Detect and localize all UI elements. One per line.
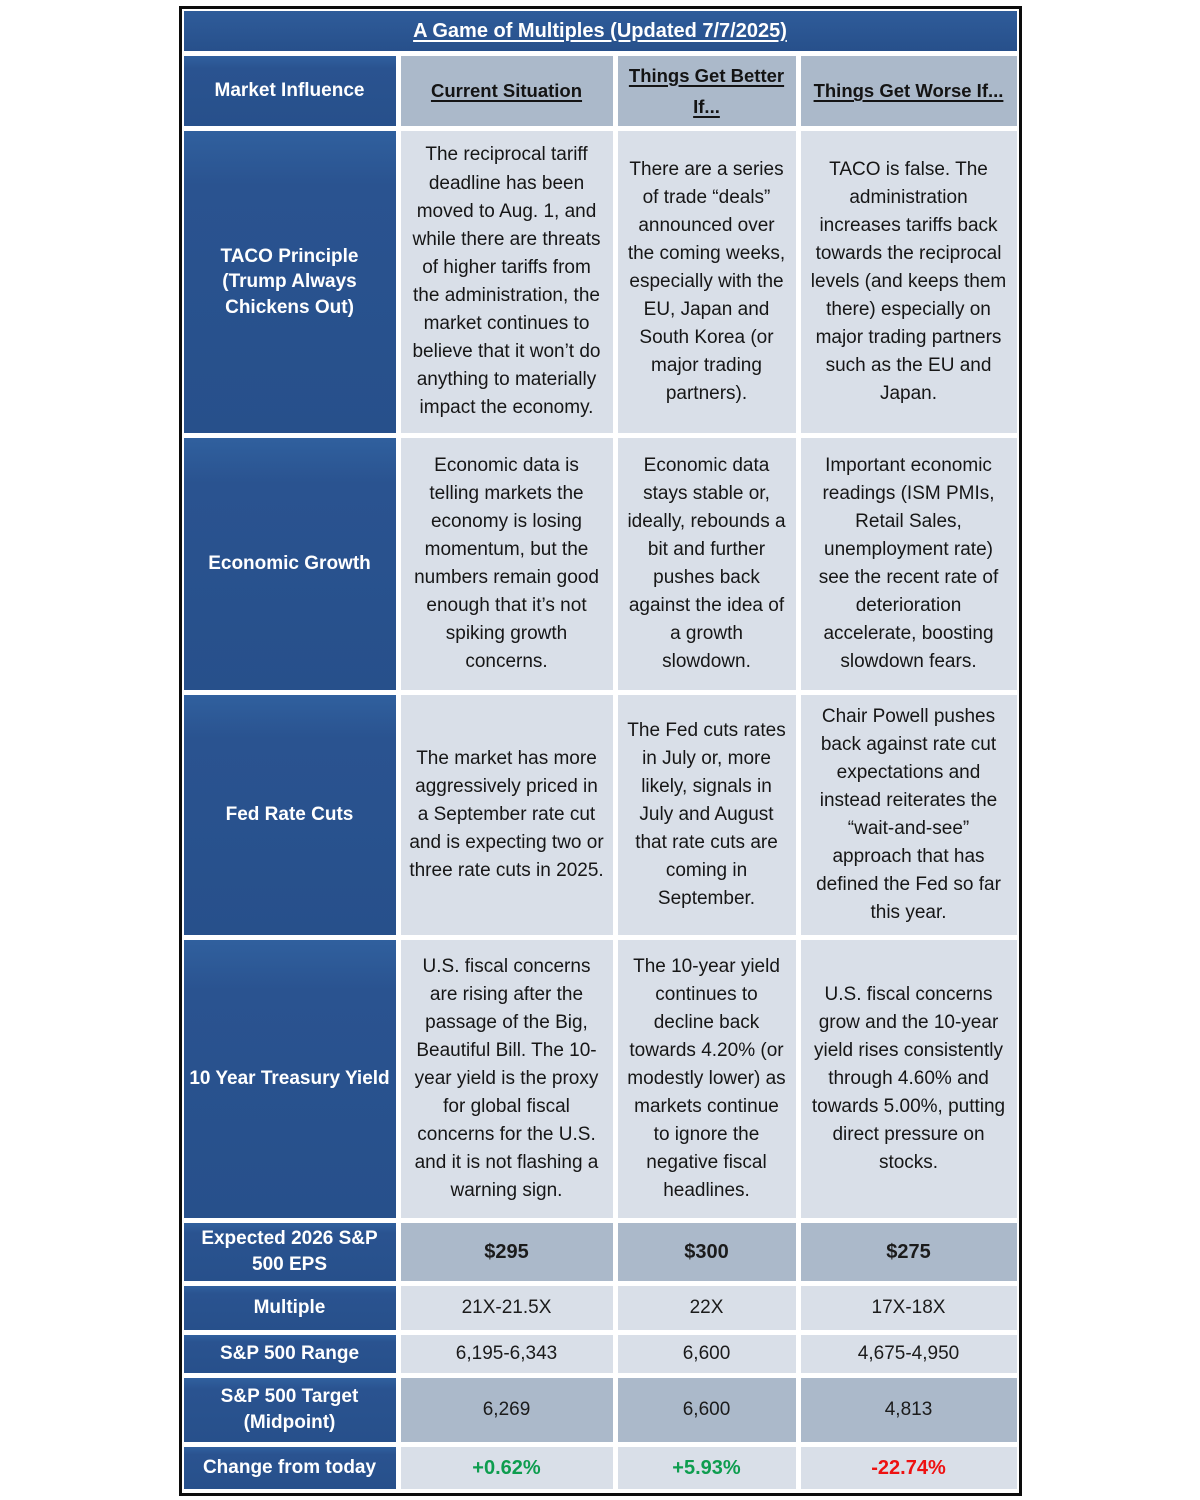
header-things-get-better-text: Things Get Better If...: [628, 64, 785, 117]
row-change-better: +5.93%: [618, 1447, 796, 1489]
row-fed-rate-cuts-worse: Chair Powell pushes back against rate cut expectations and instead reiterates the “wait-and-see” approach that has defined the Fed so far this year.: [801, 695, 1017, 935]
header-current-situation-text: Current Situation: [430, 80, 583, 102]
row-fed-rate-cuts-label: Fed Rate Cuts: [184, 695, 396, 935]
row-range-current: 6,195-6,343: [401, 1335, 613, 1373]
row-target-better: 6,600: [618, 1378, 796, 1442]
row-change-label: Change from today: [184, 1447, 396, 1489]
row-taco-better: There are a series of trade “deals” announced over the coming weeks, especially with the EU, Japan and South Korea (or major trading partners).: [618, 131, 796, 433]
row-economic-growth-worse: Important economic readings (ISM PMIs, Retail Sales, unemployment rate) see the recent rate of deterioration accelerate, boosting slowdown fears.: [801, 438, 1017, 690]
row-change-current: +0.62%: [401, 1447, 613, 1489]
row-eps-current: $295: [401, 1223, 613, 1281]
table-title: [184, 11, 1017, 51]
row-taco-worse: TACO is false. The administration increases tariffs back towards the reciprocal levels (and keeps them there) especially on major trading partners such as the EU and Japan.: [801, 131, 1017, 433]
table-title-text: A Game of Multiples (Updated 7/7/2025): [413, 19, 787, 42]
row-range-label: S&P 500 Range: [184, 1335, 396, 1373]
multiples-table: [179, 6, 1022, 1496]
row-treasury-yield-worse: U.S. fiscal concerns grow and the 10-year yield rises consistently through 4.60% and towards 5.00%, putting direct pressure on stocks.: [801, 940, 1017, 1218]
row-target-label: S&P 500 Target (Midpoint): [184, 1378, 396, 1442]
row-economic-growth-better: Economic data stays stable or, ideally, rebounds a bit and further pushes back against the idea of a growth slowdown.: [618, 438, 796, 690]
row-eps-label: Expected 2026 S&P 500 EPS: [184, 1223, 396, 1281]
header-things-get-worse-text: Things Get Worse If...: [813, 80, 1004, 102]
header-things-get-worse: [801, 56, 1017, 126]
header-market-influence: [184, 56, 396, 126]
row-fed-rate-cuts-better: The Fed cuts rates in July or, more likely, signals in July and August that rate cuts are coming in September.: [618, 695, 796, 935]
row-taco-current: The reciprocal tariff deadline has been moved to Aug. 1, and while there are threats of higher tariffs from the administration, the market continues to believe that it won’t do anything to materially impact the economy.: [401, 131, 613, 433]
row-taco-label: TACO Principle (Trump Always Chickens Out): [184, 131, 396, 433]
row-treasury-yield-label: 10 Year Treasury Yield: [184, 940, 396, 1218]
row-range-better: 6,600: [618, 1335, 796, 1373]
row-eps-worse: $275: [801, 1223, 1017, 1281]
row-multiple-better: 22X: [618, 1286, 796, 1330]
row-target-current: 6,269: [401, 1378, 613, 1442]
row-economic-growth-current: Economic data is telling markets the economy is losing momentum, but the numbers remain good enough that it’s not spiking growth concerns.: [401, 438, 613, 690]
row-target-worse: 4,813: [801, 1378, 1017, 1442]
row-change-worse: -22.74%: [801, 1447, 1017, 1489]
header-things-get-better: [618, 56, 796, 126]
row-multiple-current: 21X-21.5X: [401, 1286, 613, 1330]
row-range-worse: 4,675-4,950: [801, 1335, 1017, 1373]
header-market-influence-text: Market Influence: [214, 80, 365, 102]
row-multiple-label: Multiple: [184, 1286, 396, 1330]
row-economic-growth-label: Economic Growth: [184, 438, 396, 690]
row-fed-rate-cuts-current: The market has more aggressively priced in a September rate cut and is expecting two or three rate cuts in 2025.: [401, 695, 613, 935]
row-treasury-yield-current: U.S. fiscal concerns are rising after the passage of the Big, Beautiful Bill. The 10-year yield is the proxy for global fiscal concerns for the U.S. and it is not flashing a warning sign.: [401, 940, 613, 1218]
row-treasury-yield-better: The 10-year yield continues to decline back towards 4.20% (or modestly lower) as markets continue to ignore the negative fiscal headlines.: [618, 940, 796, 1218]
header-current-situation: [401, 56, 613, 126]
row-multiple-worse: 17X-18X: [801, 1286, 1017, 1330]
row-eps-better: $300: [618, 1223, 796, 1281]
